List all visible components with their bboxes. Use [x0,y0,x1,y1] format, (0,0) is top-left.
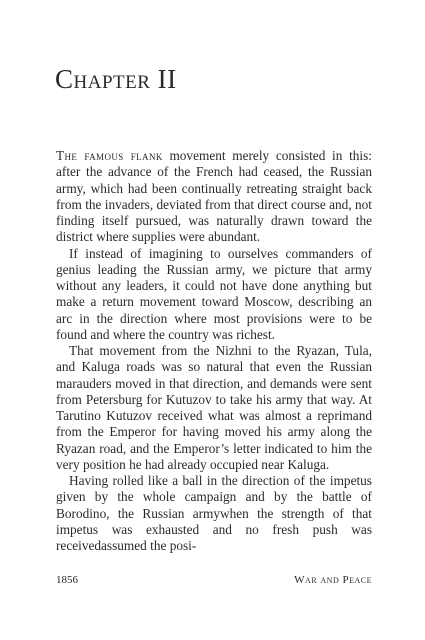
paragraph-3: That movement from the Nizhni to the Ryazan, Tula, and Kaluga roads was so natural that even the Russian marauders moved in that direction, and demands were sent from Petersburg for Kutuzov to take his army that way. At Tarutino Kutuzov received what was almost a reprimand from the Emperor for having moved his army along the Ryazan road, and the Emperor’s letter indicated to him the very position he had already occupied near Kaluga. [56,343,372,472]
chapter-title: Chapter II [55,64,177,94]
chapter-body [56,148,372,554]
lead-in-small-caps: The famous flank [56,148,163,163]
page-number: 1856 [56,574,78,586]
paragraph-1 [56,148,372,246]
paragraph-2: If instead of imagining to ourselves commanders of genius leading the Russian army, we picture that army without any leaders, it could not have done anything but make a return movement toward Moscow, describing an arc in the direction where most provisions were to be found and where the country was richest. [56,245,372,342]
paragraph-1-text: movement merely consisted in this: after the advance of the French had ceased, the Russian army, which had been continually retreating straight back from the invaders, deviated from that direct course and, not finding itself pursued, was naturally drawn toward the district where supplies were abundant. [56,148,372,245]
paragraph-4: Having rolled like a ball in the direction of the impetus given by the whole campaign and by the battle of Borodino, the Russian armywhen the strength of that impetus was exhausted and no fresh push was receivedassumed the posi- [56,473,372,553]
running-title: War and Peace [294,574,372,586]
